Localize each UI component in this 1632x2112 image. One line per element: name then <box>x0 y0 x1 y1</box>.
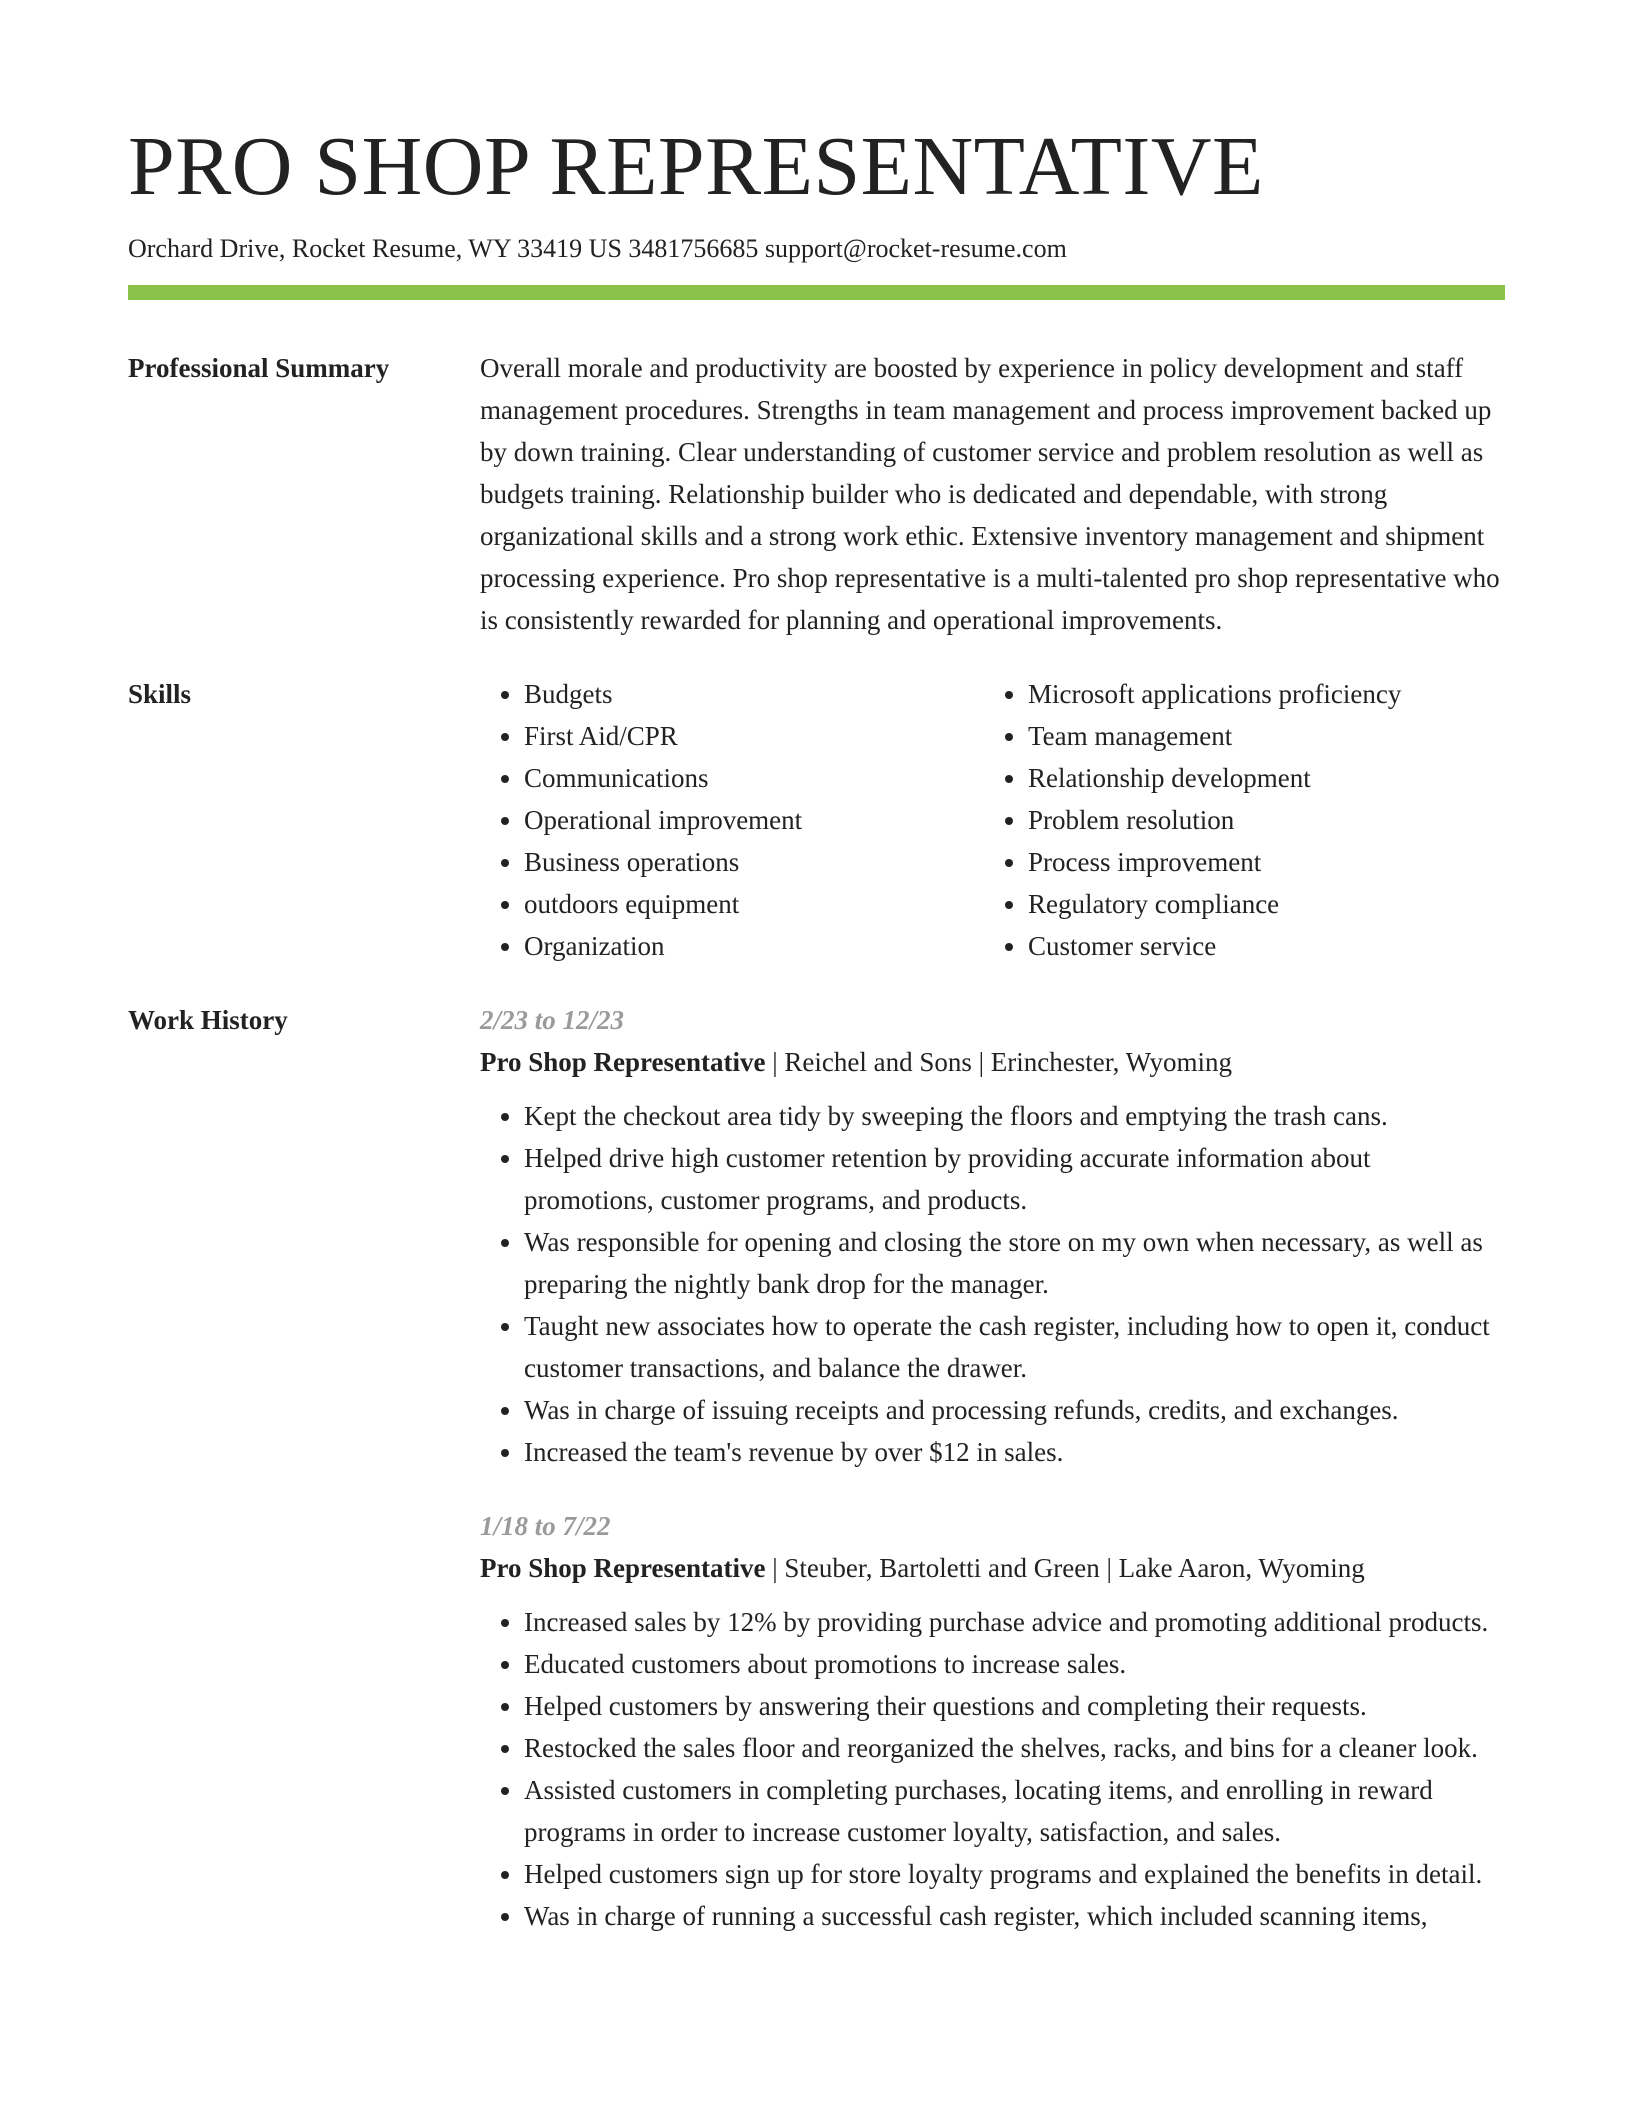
resume-page <box>128 118 1505 1937</box>
job-bullet: • Was responsible for opening and closing the store on my own when necessary, as well as preparing the nightly bank drop for the manager. <box>524 1221 1505 1305</box>
job-bullet: • Helped customers by answering their questions and completing their requests. <box>524 1685 1505 1727</box>
summary-text: Overall morale and productivity are boosted by experience in policy development and staff management procedures. Strengths in team management and process improvement backed up by down training. Clear understanding of customer service and problem resolution as well as budgets training. Relationship builder who is dedicated and dependable, with strong organizational skills and a strong work ethic. Extensive inventory management and shipment processing experience. Pro shop representative is a multi-talented pro shop representative who is consistently rewarded for planning and operational improvements. <box>480 353 1500 635</box>
job-bullets <box>480 1095 1505 1473</box>
job-bullets <box>480 1601 1505 1937</box>
work-history-section <box>128 999 1505 1937</box>
skill-item: • Operational improvement <box>524 799 984 841</box>
job-heading <box>480 1041 1505 1083</box>
job-bullet: • Assisted customers in completing purchases, locating items, and enrolling in reward programs in order to increase customer loyalty, satisfaction, and sales. <box>524 1769 1505 1853</box>
skill-item: • Business operations <box>524 841 984 883</box>
skills-columns <box>480 673 1505 967</box>
job-bullet: • Helped customers sign up for store loyalty programs and explained the benefits in detail. <box>524 1853 1505 1895</box>
resume-title: PRO SHOP REPRESENTATIVE <box>128 120 1264 213</box>
skills-body <box>480 673 1505 967</box>
skill-item: • Relationship development <box>1028 757 1488 799</box>
job-employer-location: | Reichel and Sons | Erinchester, Wyoming <box>765 1047 1233 1077</box>
skill-item: • Customer service <box>1028 925 1488 967</box>
skill-item: • Microsoft applications proficiency <box>1028 673 1488 715</box>
skills-list-left <box>480 673 984 967</box>
job-dates: 1/18 to 7/22 <box>480 1511 611 1541</box>
skill-item: • Budgets <box>524 673 984 715</box>
job-bullet: • Was in charge of issuing receipts and processing refunds, credits, and exchanges. <box>524 1389 1505 1431</box>
job-bullet: • Was in charge of running a successful cash register, which included scanning items, <box>524 1895 1505 1937</box>
skill-item: • Regulatory compliance <box>1028 883 1488 925</box>
skill-item: • Communications <box>524 757 984 799</box>
skill-item: • Team management <box>1028 715 1488 757</box>
job-bullet: • Educated customers about promotions to increase sales. <box>524 1643 1505 1685</box>
job-title: Pro Shop Representative <box>480 1553 766 1583</box>
skill-item: • Problem resolution <box>1028 799 1488 841</box>
skill-item: • First Aid/CPR <box>524 715 984 757</box>
header-divider <box>128 285 1505 300</box>
job-bullet: • Helped drive high customer retention by providing accurate information about promotions, customer programs, and products. <box>524 1137 1505 1221</box>
job-heading <box>480 1547 1505 1589</box>
job-entry <box>480 1505 1505 1937</box>
job-bullet: • Increased sales by 12% by providing purchase advice and promoting additional products. <box>524 1601 1505 1643</box>
job-entry <box>480 999 1505 1473</box>
skill-item: • Process improvement <box>1028 841 1488 883</box>
skills-section <box>128 673 1505 967</box>
job-employer-location: | Steuber, Bartoletti and Green | Lake Aaron, Wyoming <box>765 1553 1365 1583</box>
job-dates: 2/23 to 12/23 <box>480 1005 625 1035</box>
work-body <box>480 999 1505 1937</box>
contact-line: Orchard Drive, Rocket Resume, WY 33419 US 3481756685 support@rocket-resume.com <box>128 234 1067 263</box>
job-title: Pro Shop Representative <box>480 1047 766 1077</box>
skill-item: • outdoors equipment <box>524 883 984 925</box>
section-heading-skills: Skills <box>128 679 192 709</box>
section-heading-summary: Professional Summary <box>128 353 390 383</box>
skills-list-right <box>984 673 1488 967</box>
professional-summary-section <box>128 347 1505 641</box>
skill-item: • Organization <box>524 925 984 967</box>
job-bullet: • Restocked the sales floor and reorganized the shelves, racks, and bins for a cleaner look. <box>524 1727 1505 1769</box>
job-bullet: • Kept the checkout area tidy by sweeping the floors and emptying the trash cans. <box>524 1095 1505 1137</box>
summary-body <box>480 347 1505 641</box>
section-heading-work: Work History <box>128 1005 288 1035</box>
job-bullet: • Increased the team's revenue by over $12 in sales. <box>524 1431 1505 1473</box>
job-bullet: • Taught new associates how to operate the cash register, including how to open it, conduct customer transactions, and balance the drawer. <box>524 1305 1505 1389</box>
